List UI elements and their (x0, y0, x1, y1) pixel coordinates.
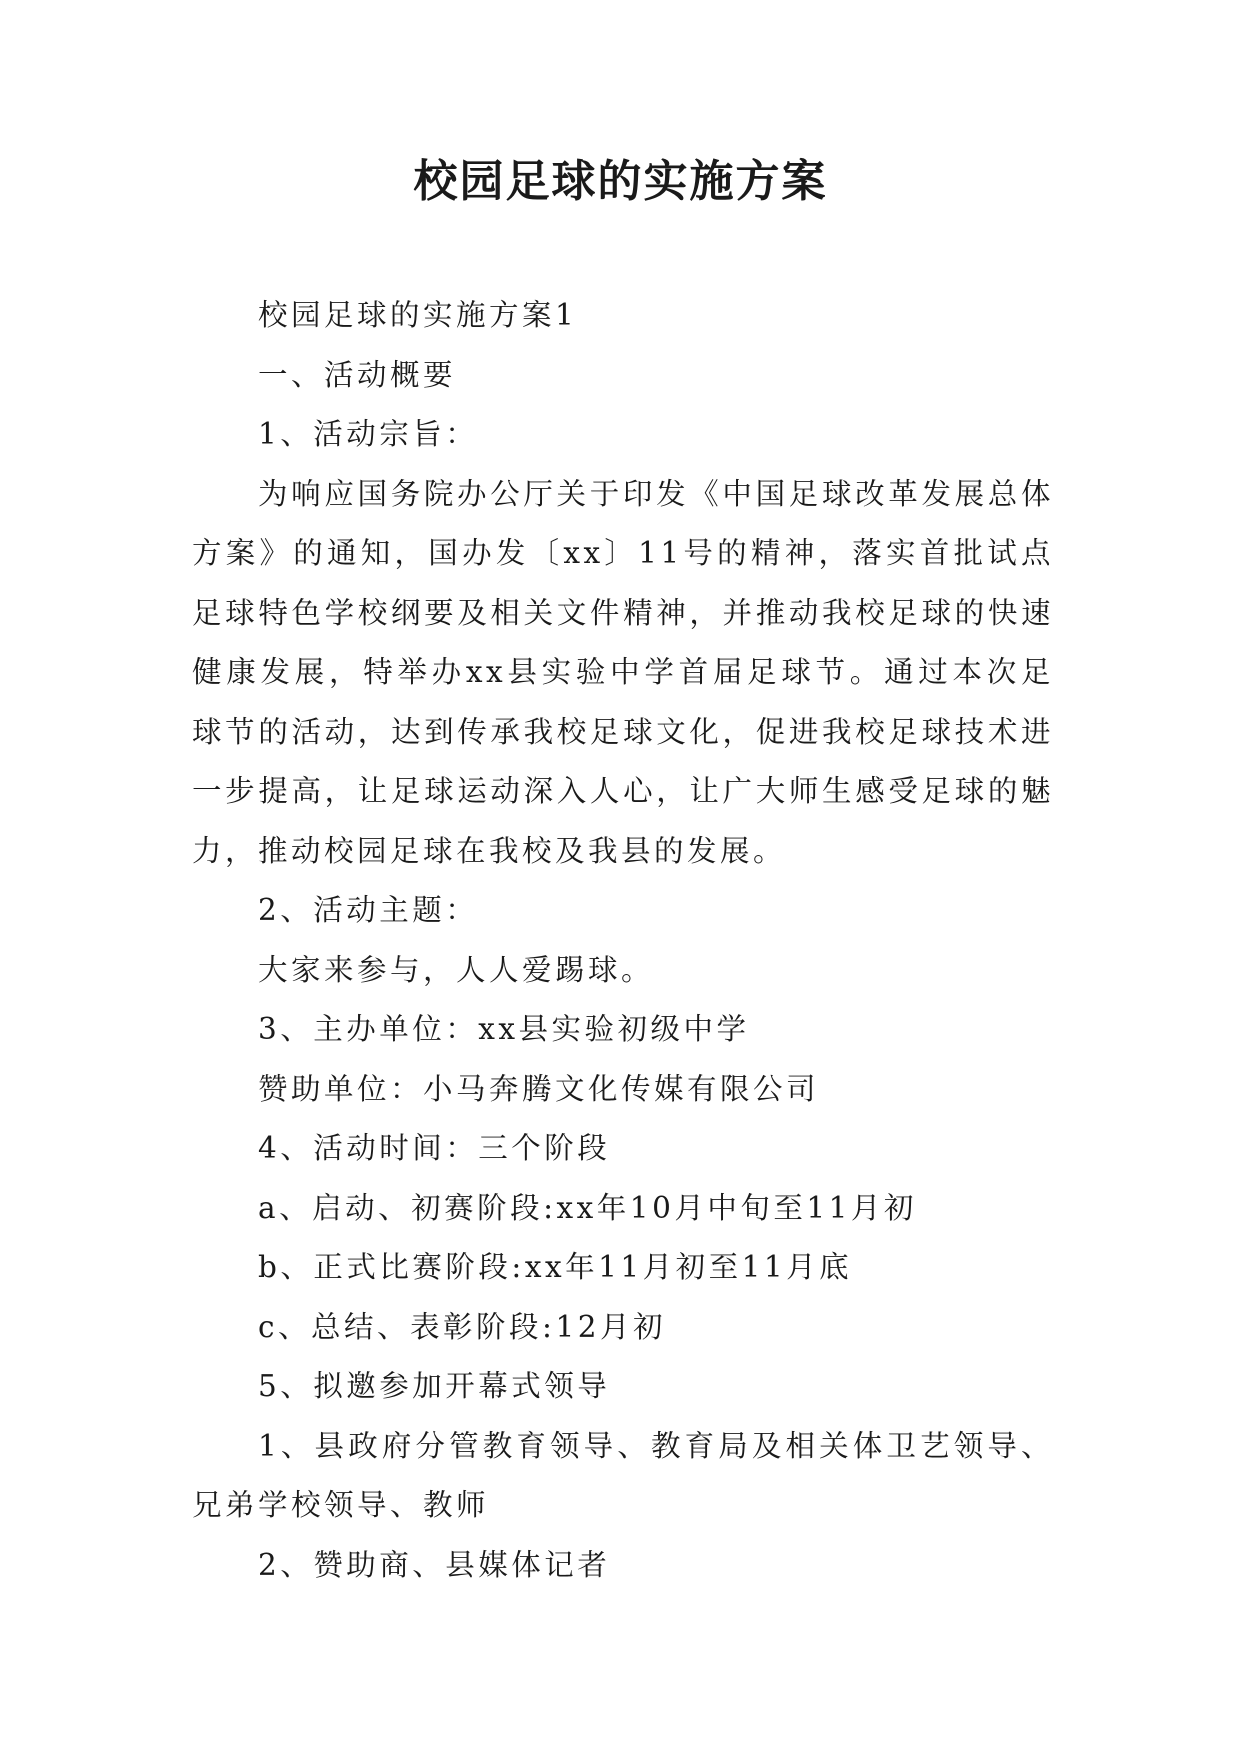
paragraph-organizer: 3、主办单位：xx县实验初级中学 (258, 1012, 750, 1046)
document-body (192, 286, 1054, 1595)
schedule-item-b: b、正式比赛阶段:xx年11月初至11月底 (258, 1250, 853, 1284)
subheading-invited-leaders: 5、拟邀参加开幕式领导 (258, 1369, 611, 1403)
schedule-item-c: c、总结、表彰阶段:12月初 (258, 1309, 666, 1344)
subheading-purpose: 1、活动宗旨： (258, 417, 479, 451)
paragraph-sponsor: 赞助单位：小马奔腾文化传媒有限公司 (258, 1071, 820, 1106)
paragraph-purpose: 为响应国务院办公厅关于印发《中国足球改革发展总体方案》的通知，国办发〔xx〕11号的精神，落实首批试点足球特色学校纲要及相关文件精神，并推动我校足球的快速健康发展，特举办xx县实验中学首届足球节。通过本次足球节的活动，达到传承我校足球文化，促进我校足球技术进一步提高，让足球运动深入人心，让广大师生感受足球的魅力，推动校园足球在我校及我县的发展。 (192, 476, 1054, 868)
invited-item-1: 1、县政府分管教育领导、教育局及相关体卫艺领导、兄弟学校领导、教师 (192, 1428, 1054, 1522)
section-heading-overview: 一、活动概要 (258, 357, 457, 392)
invited-item-2: 2、赞助商、县媒体记者 (258, 1547, 611, 1582)
schedule-item-a: a、启动、初赛阶段:xx年10月中旬至11月初 (258, 1190, 917, 1225)
section-heading-plan-1: 校园足球的实施方案1 (258, 298, 578, 332)
subheading-theme: 2、活动主题： (258, 893, 479, 927)
paragraph-theme: 大家来参与，人人爱踢球。 (258, 952, 655, 987)
subheading-schedule: 4、活动时间：三个阶段 (258, 1131, 611, 1165)
document-title: 校园足球的实施方案 (413, 156, 828, 207)
